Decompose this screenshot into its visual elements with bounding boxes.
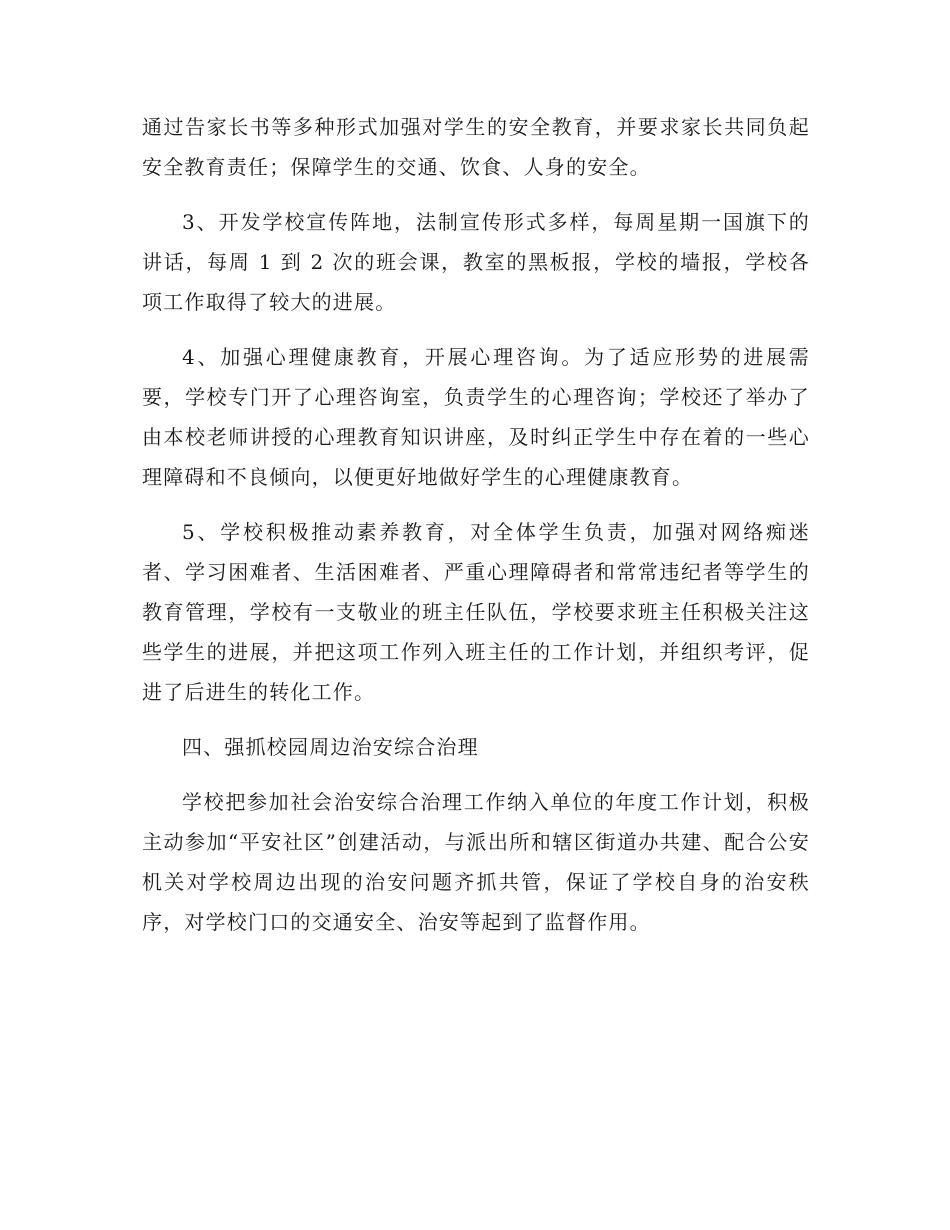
paragraph-item-5: 5、学校积极推动素养教育，对全体学生负责，加强对网络痴迷者、学习困难者、生活困难者、严重心理障碍者和常常违纪者等学生的教育管理，学校有一支敬业的班主任队伍，学校要求班主任积极关注这些学生的进展，并把这项工作列入班主任的工作计划，并组织考评，促进了后进生的转化工作。 [142, 520, 810, 704]
section-heading-4: 四、强抓校园周边治安综合治理 [182, 735, 479, 759]
paragraph-continued: 通过告家长书等多种形式加强对学生的安全教育，并要求家长共同负起安全教育责任；保障学生的交通、饮食、人身的安全。 [142, 115, 810, 179]
paragraph-item-4: 4、加强心理健康教育，开展心理咨询。为了适应形势的进展需要，学校专门开了心理咨询室，负责学生的心理咨询；学校还了举办了由本校老师讲授的心理教育知识讲座，及时纠正学生中存在着的一些心理障碍和不良倾向，以便更好地做好学生的心理健康教育。 [142, 345, 810, 489]
document-page [142, 107, 810, 957]
paragraph-section-4-body: 学校把参加社会治安综合治理工作纳入单位的年度工作计划，积极主动参加“平安社区”创建活动，与派出所和辖区街道办共建、配合公安机关对学校周边出现的治安问题齐抓共管，保证了学校自身的治安秩序，对学校门口的交通安全、治安等起到了监督作用。 [142, 790, 810, 934]
paragraph-item-3: 3、开发学校宣传阵地，法制宣传形式多样，每周星期一国旗下的讲话，每周 1 到 2 次的班会课，教室的黑板报，学校的墙报，学校各项工作取得了较大的进展。 [142, 210, 810, 314]
